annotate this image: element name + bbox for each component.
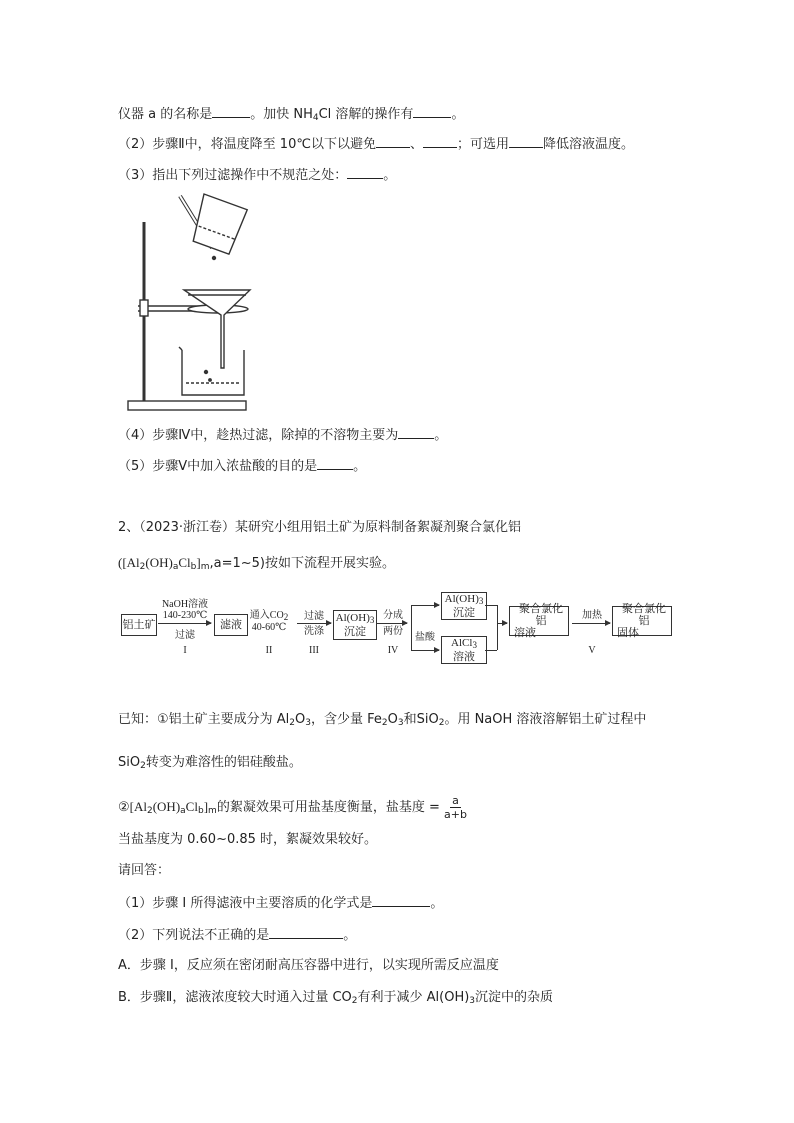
text: 已知：①铝土矿主要成分为 Al bbox=[118, 712, 290, 727]
known-line-2 bbox=[118, 754, 302, 775]
text: 。 bbox=[430, 896, 444, 911]
option-a: A．步骤 I，反应须在密闭耐高压容器中进行，以实现所需反应温度 bbox=[118, 958, 499, 973]
problem-2-title: 2、（2023·浙江卷）某研究小组用铝土矿为原料制备絮凝剂聚合氯化铝 bbox=[118, 520, 521, 535]
text: O bbox=[387, 712, 398, 727]
flow-label: 40-60℃ bbox=[251, 622, 287, 633]
flow-label: 加热 bbox=[582, 610, 602, 621]
flow-step-number: I bbox=[183, 645, 187, 656]
subscript: m bbox=[208, 806, 217, 816]
text: 降低溶液温度。 bbox=[542, 137, 634, 152]
text: Al(OH) bbox=[335, 612, 370, 624]
text: 。加快 NH bbox=[250, 107, 313, 122]
flow-arrow bbox=[411, 650, 439, 651]
flow-arrow bbox=[497, 623, 507, 624]
fraction-numerator: a bbox=[452, 794, 459, 807]
text: O bbox=[295, 712, 306, 727]
text: （1）步骤 I 所得滤液中主要溶质的化学式是 bbox=[118, 896, 373, 911]
text: 沉淀 bbox=[344, 626, 366, 638]
flow-label: 洗涤 bbox=[304, 626, 324, 637]
known-line-3 bbox=[118, 794, 467, 821]
subscript: 3 bbox=[305, 718, 311, 728]
text: Cl bbox=[185, 799, 198, 814]
text: B．步骤Ⅱ，滤液浓度较大时通入过量 CO bbox=[118, 990, 352, 1005]
fraction-denominator: a+b bbox=[443, 808, 467, 821]
subscript: 2 bbox=[139, 562, 146, 572]
text: 溶液 bbox=[453, 651, 475, 663]
text: 转变为难溶性的铝硅酸盐。 bbox=[145, 755, 302, 770]
flow-label: 分成 bbox=[383, 610, 403, 621]
text: Al(OH) bbox=[444, 593, 479, 605]
text: 固体 bbox=[617, 627, 639, 639]
text: 、 bbox=[409, 137, 423, 152]
text: ；可选用 bbox=[456, 137, 509, 152]
text: 。 bbox=[343, 928, 357, 943]
text: Cl 溶解的操作有 bbox=[318, 107, 414, 122]
subscript: 2 bbox=[289, 718, 296, 728]
flow-step-number: II bbox=[265, 645, 273, 656]
text: （2）步骤Ⅱ中，将温度降至 10℃以下以避免 bbox=[118, 137, 376, 152]
flow-line bbox=[485, 650, 497, 651]
question-1 bbox=[118, 893, 443, 913]
basicity-fraction bbox=[444, 794, 467, 821]
flow-box-alcl3-solution bbox=[441, 636, 487, 664]
text: ②[Al bbox=[118, 799, 147, 814]
flow-step-number: III bbox=[309, 645, 319, 656]
text: （3）指出下列过滤操作中不规范之处： bbox=[118, 168, 348, 183]
flow-label: 两份 bbox=[383, 626, 403, 637]
flow-step-number: IV bbox=[387, 645, 399, 656]
flow-arrow bbox=[377, 623, 407, 624]
subscript: 2 bbox=[140, 761, 146, 771]
subscript: 2 bbox=[283, 612, 289, 622]
known-line-1 bbox=[118, 711, 646, 732]
subscript: 2 bbox=[381, 718, 388, 728]
text: ([Al bbox=[118, 555, 140, 570]
text: (OH) bbox=[152, 799, 181, 814]
answer-blank bbox=[372, 893, 430, 907]
text: ,a=1~5)按如下流程开展实验。 bbox=[209, 556, 395, 571]
text: 。用 NaOH 溶液溶解铝土矿过程中 bbox=[444, 712, 647, 727]
flow-step-number: V bbox=[588, 645, 596, 656]
subscript: a bbox=[180, 806, 186, 816]
question-2 bbox=[118, 925, 356, 945]
subscript: 4 bbox=[312, 113, 319, 123]
flow-box-aloh3 bbox=[333, 610, 377, 640]
text bbox=[451, 637, 477, 651]
flow-label: 140-230℃ bbox=[162, 610, 208, 621]
subscript: 3 bbox=[397, 718, 404, 728]
text: Cl bbox=[178, 555, 191, 570]
text: ，含少量 Fe bbox=[311, 712, 382, 727]
text: SiO bbox=[118, 755, 141, 770]
text: 通入CO bbox=[249, 610, 284, 621]
subscript: 2 bbox=[438, 718, 445, 728]
text: ] bbox=[196, 555, 201, 570]
known-line-4: 当盐基度为 0.60~0.85 时，絮凝效果较好。 bbox=[118, 832, 378, 847]
text: 仪器 a 的名称是 bbox=[118, 107, 213, 122]
text: 有利于减少 Al(OH) bbox=[357, 990, 470, 1005]
text: 聚合氯化铝 bbox=[519, 603, 563, 627]
flow-arrow bbox=[572, 623, 610, 624]
flow-arrow bbox=[297, 623, 331, 624]
text: 。 bbox=[353, 459, 367, 474]
flow-arrow bbox=[411, 605, 439, 606]
text: AlCl bbox=[451, 637, 473, 649]
flow-label: 过滤 bbox=[304, 611, 324, 622]
flow-label: 盐酸 bbox=[415, 632, 435, 643]
text bbox=[336, 612, 375, 626]
text: ] bbox=[203, 799, 209, 814]
flow-line bbox=[497, 605, 498, 650]
text: （2）下列说法不正确的是 bbox=[118, 928, 270, 943]
subscript: m bbox=[200, 562, 210, 572]
flow-label: 过滤 bbox=[175, 630, 195, 641]
subscript: a bbox=[172, 562, 179, 572]
text: （4）步骤Ⅳ中，趁热过滤，除掉的不溶物主要为 bbox=[118, 428, 399, 443]
text: 聚合氯化铝 bbox=[622, 603, 666, 627]
flow-box-bauxite: 铝土矿 bbox=[121, 614, 157, 636]
text: 沉淀 bbox=[453, 607, 475, 619]
subscript: b bbox=[190, 562, 197, 572]
flow-branch-line bbox=[411, 605, 412, 650]
flow-arrow bbox=[158, 623, 211, 624]
text: 的絮凝效果可用盐基度衡量，盐基度 = bbox=[216, 800, 440, 815]
text: 。 bbox=[434, 428, 448, 443]
subscript: b bbox=[197, 806, 204, 816]
subscript: 3 bbox=[369, 615, 375, 625]
flow-line bbox=[485, 605, 497, 606]
flow-box-polymer-solid bbox=[612, 603, 672, 639]
text: （5）步骤Ⅴ中加入浓盐酸的目的是 bbox=[118, 459, 318, 474]
answer-blank bbox=[269, 925, 343, 939]
subscript: 3 bbox=[478, 596, 484, 606]
text: 溶液 bbox=[514, 627, 536, 639]
flow-box-polymer-solution bbox=[509, 603, 569, 639]
flow-box-filtrate: 滤液 bbox=[214, 614, 248, 636]
text: (OH) bbox=[145, 555, 173, 570]
text: 和SiO bbox=[403, 712, 439, 727]
please-answer: 请回答： bbox=[118, 863, 171, 878]
text: 。 bbox=[451, 107, 465, 122]
flow-box-aloh3-precipitate bbox=[441, 592, 487, 620]
flow-label: NaOH溶液 bbox=[161, 599, 209, 610]
text: 。 bbox=[383, 168, 397, 183]
text: 沉淀中的杂质 bbox=[475, 990, 554, 1005]
subscript: 3 bbox=[469, 996, 476, 1006]
subscript: 3 bbox=[472, 640, 477, 650]
subscript: 2 bbox=[351, 996, 358, 1006]
text bbox=[445, 593, 484, 607]
option-b bbox=[118, 989, 553, 1010]
subscript: 2 bbox=[146, 806, 153, 816]
